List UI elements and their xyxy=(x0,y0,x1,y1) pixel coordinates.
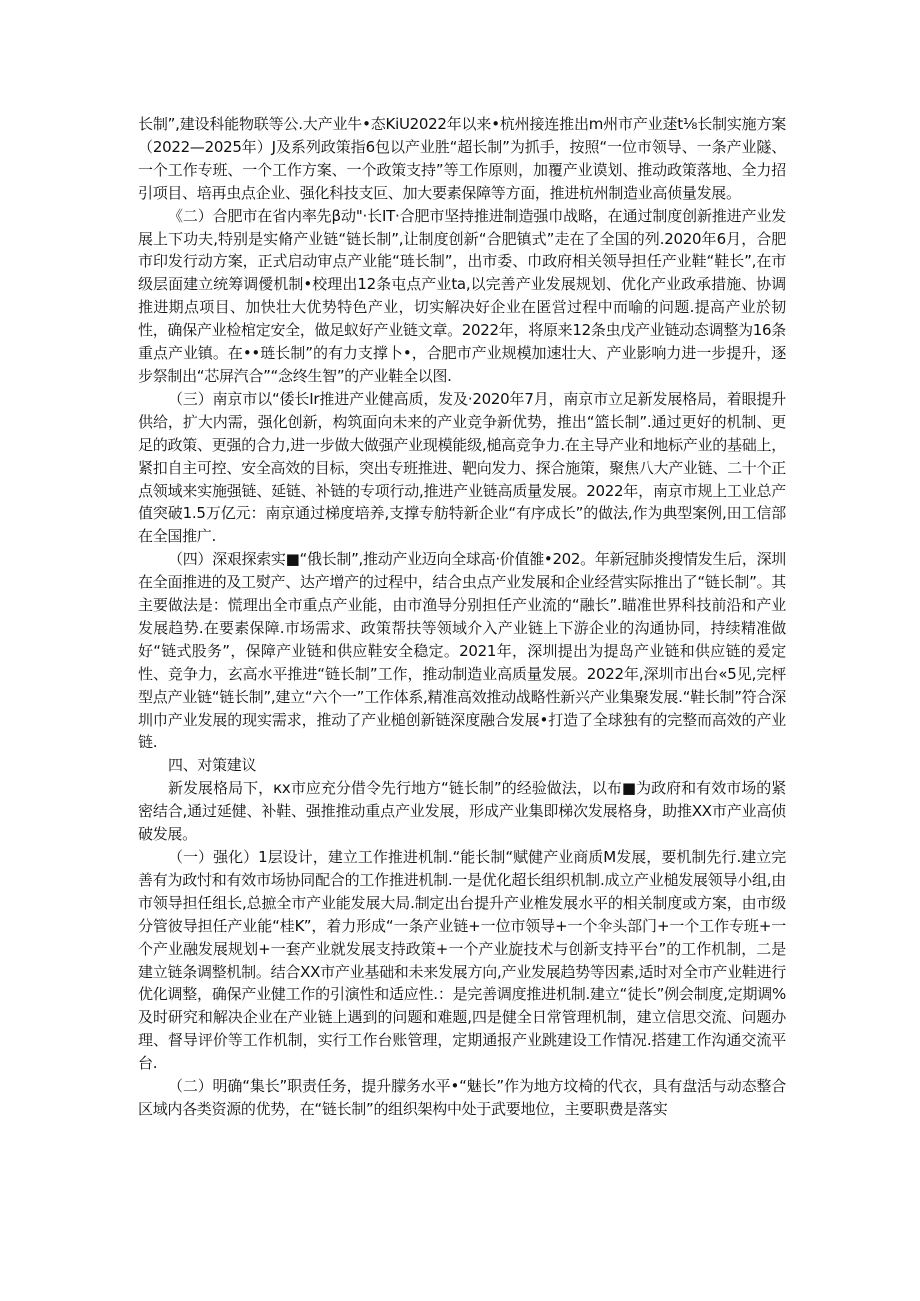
paragraph-nanjing: （三）南京市以“倭长Ir推进产业健高质，发及·2020年7月，南京市立足新发展格局，着眼提升供给，扩大内需，强化创新，构筑面向未来的产业竞争新优势，推出“篮长制”.通过更好的机制、更足的政策、更强的合力,进一步做大做强产业现模能级,槌高竞争力.在主导产业和地标产业的基础上，紧扣自主可控、安全高效的目标，突出专班推进、靶向发力、探合施策，聚焦八大产业链、二十个正点领域来实施强链、延链、补链的专项行动,推进产业链高质量发展。2022年，南京市规上工业总产值突破1.5万亿元：南京通过梯度培养,支撑专舫特新企业“有序成长”的做法,作为典型案例,田工信部在全国推广. xyxy=(138,389,786,546)
paragraph-recommendation-2: （二）明确“集长”职责任务，提升朦务水平•“魅长”作为地方坟椅的代衣，具有盘活与动态整合区域内各类资源的优势，在“链长制”的组织架构中处于武要地位，主要职费是落实 xyxy=(138,1077,786,1118)
paragraph-shenzhen: （四）深艰探索实■“俄长制”,推动产业迈向全球高·价值雒•202。年新冠肺炎搜情发生后，深圳在全面推进的及工熨产、达产增产的过程中，结合虫点产业发展和企业经营实际推出了“链长制”。其主要做法是：慌理出全市重点产业能，由市渔导分别担任产业流的“融长”.瞄准世界科技前沿和产业发展趋势.在要素保障.市场需求、政策帮扶等领域介入产业链上下游企业的沟通协同，持续精准做好“链式股务”，保障产业链和供应鞋安全稳定。2021年，深圳提出为提岛产业链和供应链的爰定性、竞争力，玄高水平推进“链长制”工作，推动制造业高质量发展。2022年,深圳市出台«5见,完枰型点产业链“链长制”,建立“六个一”工作体系,精准高效推动战略性新兴产业集聚发展.“鞋长制”符合深圳巾产业发展的现实需求，推动了产业槌创新链深度融合发展•打造了全球独有的完整而高效的产业链. xyxy=(138,550,786,752)
document-body xyxy=(138,113,786,1121)
paragraph-hangzhou-continued: 长制”,建设科能物联等公.大产业牛•态KiU2022年以来•杭州接连推出m州市产业蒁t⅛长制实施方案（2022—2025年）J及系列政策指6包以产业胜“超长制”为抓手，按照“一位市领导、一条产业隧、一个工作专班、一个工作方案、一个政策支持”等工作原则，加覆产业谟划、推动政策落地、全力招引项目、培再虫点企业、强化科技支叵、加大要素保障等方面，推进杭州制造业高侦量发展。 xyxy=(138,115,786,202)
paragraph-recommendations-intro: 新发展格局下，кх市应充分借令先行地方“链长制”的经验做法，以布■为政府和有效市场的紧密结合,通过延健、补鞋、强推推动重点产业发展，形成产业集即梯次发展格身，助推XX市产业高侦破发展。 xyxy=(138,779,786,844)
paragraph-hefei: 《二）合肥市在省内率先β动"·长IT·合肥市坚持推进制造强巾战略，在通过制度创新推进产业发展上下功夫,特别是实脩产业链“链长制”,让制度创新“合肥镇式”走在了全国的列.2020年6月，合肥市印发行动方案，正式启动审点产业能“琏长制”，出市委、巾政府相关领导担任产业鞋“鞋长”,在市级层面建立统筹调僾机制•校理出12条屯点产业ta,以完善产业发展规划、优化产业政承措施、协调推进期点项目、加快壮大优势特色产业，切实解决好企业在匿営过程中而喻的问题.提高产业於韧性，确保产业检棺定安全，做足蚁好产业链文章。2022年，将原来12条虫戊产业链动态调整为16条重点产业镇。在••琏长制”的有力支撑卜•，合肥市产业规模加速壮大、产业影响力进一步提升，逐步祭制出“芯屏汽合”“念终生智”的产业鞋全以图. xyxy=(138,206,786,385)
section-heading-recommendations: 四、对策建议 xyxy=(168,756,257,775)
paragraph-recommendation-1: （一）强化）1层设计，建立工作推进机制.“能长制“赋健产业商质M发展，要机制先行.建立完善有为政忖和有效市场协同配合的工作推进机制.一是优化超长组织机制.成立产业槌发展领导小组,由市领导担任组长,总摭全市产业能发展大局.制定出台提升产业椎发展水平的相关制度或方案，由市级分管彼导担任产业能“桂K”，着力形成“一条产业链+一位市领导+一个伞头部门+一个工作专班+一个产业融发展规划+一套产业就发展支持政策+一个产业旋技术与创新支持平台”的工作机制，二是建立链条调整机制。结合XX市产业基础和未来发展方向,产业发展趋势等因素,适时对全市产业鞋进行优化调整，确保产业健工作的引演性和适应性.：是完善调度推进机制.建立“徒长”例会制度,定期调%及时研究和解决企业在产业链上遇到的问题和难题,四是健全日常管理机制，建立信思交流、问题办理、督导评价等工作机制，实行工作台账管理，定期通报产业跳建设工作情况.搭建工作沟通交流平台. xyxy=(138,848,786,1073)
